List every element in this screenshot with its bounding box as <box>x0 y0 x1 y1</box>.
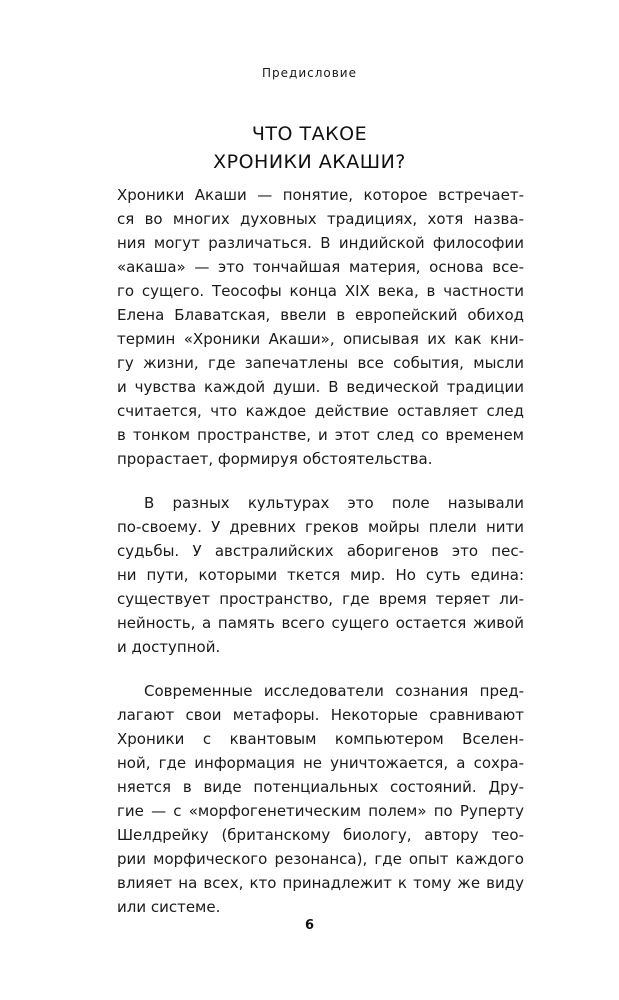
text-line: Современные исследователи сознания пред- <box>144 682 524 700</box>
text-line: по-своему. У древних греков мойры плели нити <box>117 518 524 536</box>
text-line: лагают свои метафоры. Некоторые сравнивают <box>117 706 524 724</box>
body-text <box>117 183 524 939</box>
paragraph-3 <box>117 679 524 919</box>
text-line: или системе. <box>117 898 221 916</box>
text-line: «акаша» — это тончайшая материя, основа все- <box>117 258 524 276</box>
text-line: гу жизни, где запечатлены все события, мысли <box>117 354 524 372</box>
paragraph-2 <box>117 491 524 659</box>
text-line: считается, что каждое действие оставляет след <box>117 402 524 420</box>
chapter-title <box>0 120 619 176</box>
text-line: Шелдрейку (британскому биологу, автору тео- <box>117 826 524 844</box>
text-line: Хроники с квантовым компьютером Вселен- <box>117 730 524 748</box>
chapter-title-line-1: ЧТО ТАКОЕ <box>251 123 368 145</box>
text-line: термин «Хроники Акаши», описывая их как кни- <box>117 330 524 348</box>
text-line: ния могут различаться. В индийской философии <box>117 234 524 252</box>
text-line: ни пути, которыми ткется мир. Но суть едина: <box>117 566 524 584</box>
text-line: и чувства каждой души. В ведической традиции <box>117 378 524 396</box>
text-line: Хроники Акаши — понятие, которое встречает- <box>117 186 524 204</box>
section-header: Предисловие <box>262 66 357 80</box>
text-line: нейность, а память всего сущего остается живой <box>117 614 524 632</box>
text-line: ся во многих духовных традициях, хотя назва- <box>117 210 524 228</box>
text-line: существует пространство, где время теряет ли- <box>117 590 524 608</box>
text-line: Елена Блаватская, ввели в европейский обиход <box>117 306 524 324</box>
text-line: рии морфического резонанса), где опыт каждого <box>117 850 524 868</box>
text-line: влияет на всех, кто принадлежит к тому же виду <box>117 874 524 892</box>
chapter-title-line-2: ХРОНИКИ АКАШИ? <box>213 151 406 173</box>
text-line: няется в виде потенциальных состояний. Дру- <box>117 778 524 796</box>
text-line: го сущего. Теософы конца XIX века, в частности <box>117 282 524 300</box>
paragraph-1 <box>117 183 524 471</box>
text-line: прорастает, формируя обстоятельства. <box>117 450 433 468</box>
text-line: ной, где информация не уничтожается, а сохра- <box>117 754 524 772</box>
text-line: и доступной. <box>117 638 221 656</box>
text-line: в тонком пространстве, и этот след со временем <box>117 426 524 444</box>
page-number: 6 <box>304 918 315 933</box>
text-line: судьбы. У австралийских аборигенов это пес- <box>117 542 524 560</box>
text-line: гие — с «морфогенетическим полем» по Руперту <box>117 802 524 820</box>
text-line: В разных культурах это поле называли <box>144 494 524 512</box>
